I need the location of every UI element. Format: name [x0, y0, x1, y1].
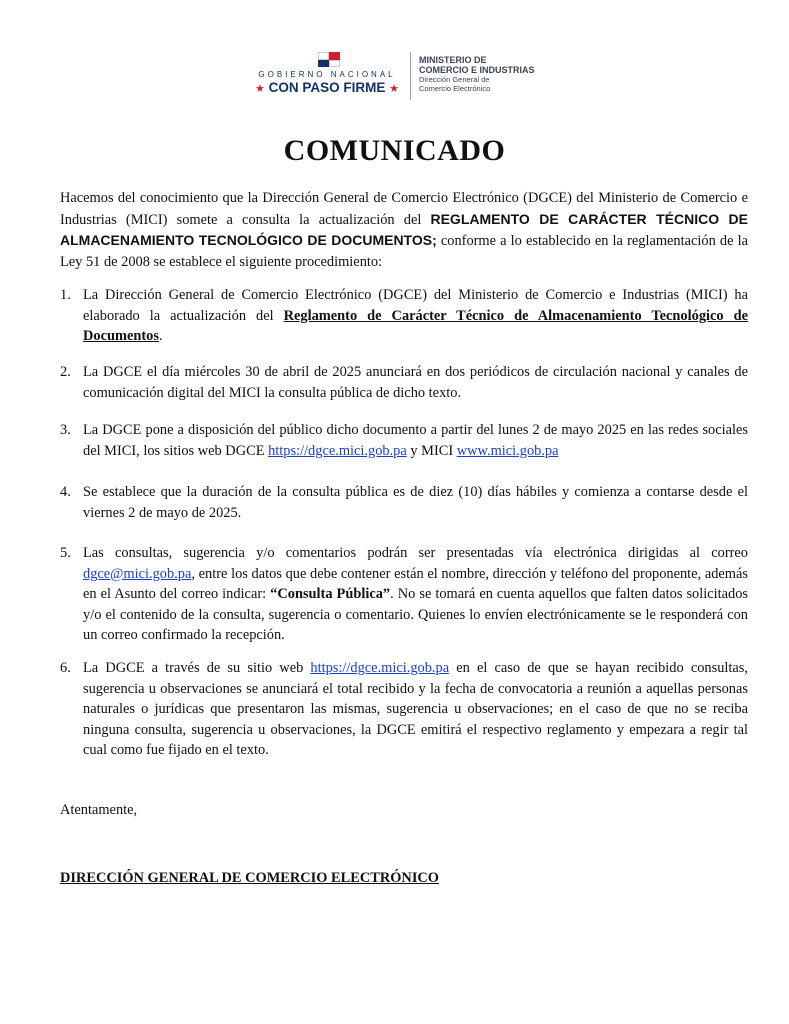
- item-number: 1.: [60, 287, 71, 303]
- intro-text-end: conforme a lo establecido en la reglamentación de la Ley 51 de 2008 se establece el siguiente procedimiento:: [60, 233, 748, 270]
- signature: DIRECCIÓN GENERAL DE COMERCIO ELECTRÓNICO: [60, 870, 440, 886]
- star-icon: ★: [254, 83, 265, 95]
- email-subject: “Consulta Pública”: [270, 586, 391, 602]
- logo-divider: [410, 52, 411, 100]
- closing-salutation: Atentamente,: [60, 802, 138, 818]
- ministry-line1: MINISTERIO DE: [419, 55, 487, 65]
- item-number: 5.: [60, 545, 71, 561]
- dgce-website-link[interactable]: https://dgce.mici.gob.pa: [310, 660, 450, 676]
- item-text-end: .: [158, 328, 163, 344]
- list-item: [60, 658, 748, 761]
- regulation-title: Reglamento de Carácter Técnico de Almacenamiento Tecnológico de Documentos: [83, 307, 748, 344]
- item-number: 4.: [60, 484, 71, 500]
- government-logo-line2: [252, 80, 402, 95]
- item-text-mid: y MICI: [406, 442, 457, 459]
- ministry-logo: [419, 55, 535, 93]
- ministry-line2: COMERCIO E INDUSTRIAS: [419, 65, 535, 75]
- item-number: 3.: [60, 422, 71, 438]
- list-item: [60, 420, 748, 461]
- item-text-mid: , entre los datos que debe contener están el nombre, dirección y teléfono del proponente, además en el Asunto del correo indicar:: [83, 565, 748, 602]
- item-text: La DGCE pone a disposición del público dicho documento a partir del lunes 2 de mayo 2025 en las redes sociales del MICI, los sitios web DGCE: [83, 422, 748, 459]
- dgce-email-link[interactable]: dgce@mici.gob.pa: [83, 565, 192, 582]
- intro-text: Hacemos del conocimiento que la Dirección General de Comercio Electrónico (DGCE) del Ministerio de Comercio e Industrias (MICI) somete a consulta la actualización del: [60, 190, 748, 228]
- list-item: [60, 543, 748, 646]
- dgce-website-link[interactable]: https://dgce.mici.gob.pa: [268, 442, 407, 459]
- mici-website-link[interactable]: www.mici.gob.pa: [456, 442, 559, 459]
- item-text: La DGCE a través de su sitio web: [83, 660, 311, 676]
- regulation-name: REGLAMENTO DE CARÁCTER TÉCNICO DE ALMACENAMIENTO TECNOLÓGICO DE DOCUMENTOS;: [60, 210, 748, 248]
- item-text: Se establece que la duración de la consulta pública es de diez (10) días hábiles y comienza a contarse desde el viernes 2 de mayo de 2025.: [83, 484, 748, 521]
- list-item: [60, 482, 748, 523]
- panama-flag-icon: [318, 52, 340, 67]
- government-slogan: CON PASO FIRME: [268, 80, 386, 95]
- item-text: La Dirección General de Comercio Electrónico (DGCE) del Ministerio de Comercio e Industrias (MICI) ha elaborado la actualización del: [83, 287, 748, 324]
- ministry-line4: Comercio Electrónico: [419, 84, 491, 93]
- list-item: [60, 285, 748, 347]
- letterhead: [252, 52, 582, 102]
- government-logo-line1: GOBIERNO NACIONAL: [258, 70, 396, 79]
- list-item: [60, 362, 748, 403]
- item-number: 6.: [60, 660, 71, 676]
- ministry-line3: Dirección General de: [419, 75, 490, 84]
- item-text: La DGCE el día miércoles 30 de abril de 2025 anunciará en dos periódicos de circulación nacional y canales de comunicación digital del MICI la consulta pública de dicho texto.: [83, 364, 748, 401]
- star-icon: ★: [389, 83, 400, 95]
- item-text: Las consultas, sugerencia y/o comentarios podrán ser presentadas vía electrónica dirigidas al correo: [83, 545, 748, 561]
- item-text-end: . No se tomará en cuenta aquellos que falten datos solicitados y/o el contenido de la consulta, sugerencia o comentario. Quienes lo envíen electrónicamente se le responderá con un correo confirmado la recepción.: [83, 586, 748, 643]
- item-number: 2.: [60, 364, 71, 380]
- intro-paragraph: [60, 188, 748, 272]
- item-text-end: en el caso de que se hayan recibido consultas, sugerencia u observaciones se anunciará el total recibido y la fecha de convocatoria a reunión a aquellas personas naturales o jurídicas que presentaron las mismas, sugerencia u observaciones; en el caso de que no se reciba ninguna consulta, sugerencia u observaciones, la DGCE emitirá el respectivo reglamento y empezara a regir tal cual como fue fijado en el texto.: [83, 660, 748, 758]
- document-title: COMUNICADO: [283, 134, 506, 167]
